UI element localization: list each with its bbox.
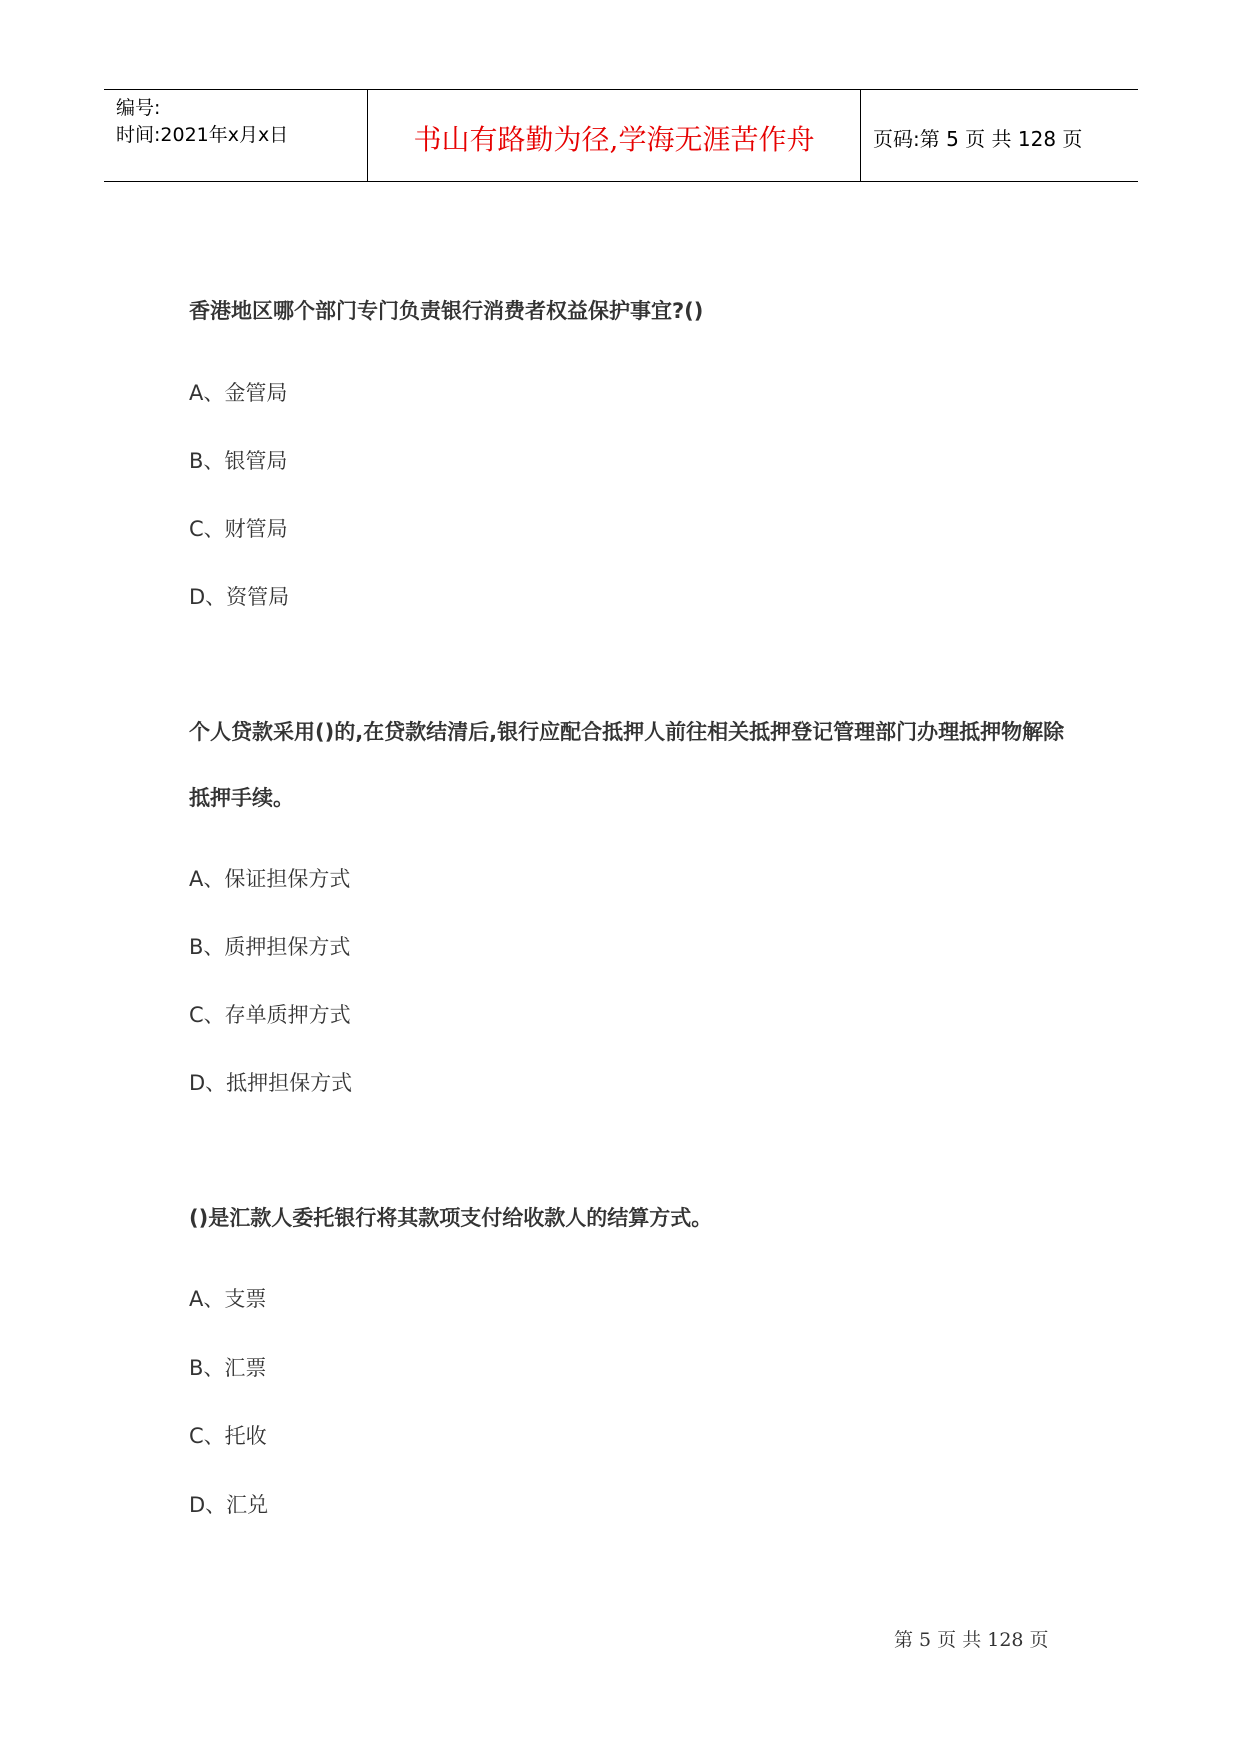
question-text: 香港地区哪个部门专门负责银行消费者权益保护事宜?() xyxy=(189,299,704,323)
header-motto-cell xyxy=(368,90,861,181)
option-d: D、资管局 xyxy=(189,585,290,609)
document-time-label: 时间:2021年x月x日 xyxy=(116,124,289,146)
header-motto: 书山有路勤为径,学海无涯苦作舟 xyxy=(413,123,815,156)
question-text: 个人贷款采用()的,在贷款结清后,银行应配合抵押人前往相关抵押登记管理部门办理抵押物解除抵押手续。 xyxy=(189,720,1065,810)
option-c: C、财管局 xyxy=(189,517,288,541)
option-d: D、抵押担保方式 xyxy=(189,1071,353,1095)
header-page-code: 页码:第 5 页 共 128 页 xyxy=(873,127,1083,151)
page-footer-number: 第 5 页 共 128 页 xyxy=(894,1629,1049,1651)
option-d: D、汇兑 xyxy=(189,1493,269,1517)
option-b: B、银管局 xyxy=(189,449,288,473)
option-b: B、汇票 xyxy=(189,1356,267,1380)
option-b: B、质押担保方式 xyxy=(189,935,351,959)
header-info-cell xyxy=(104,90,368,181)
option-a: A、保证担保方式 xyxy=(189,867,351,891)
option-c: C、存单质押方式 xyxy=(189,1003,351,1027)
option-a: A、金管局 xyxy=(189,381,288,405)
header-page-cell xyxy=(861,90,1138,181)
option-a: A、支票 xyxy=(189,1287,267,1311)
document-number-label: 编号: xyxy=(116,97,161,119)
option-c: C、托收 xyxy=(189,1424,267,1448)
page-header xyxy=(104,89,1138,182)
question-text: ()是汇款人委托银行将其款项支付给收款人的结算方式。 xyxy=(189,1206,713,1230)
